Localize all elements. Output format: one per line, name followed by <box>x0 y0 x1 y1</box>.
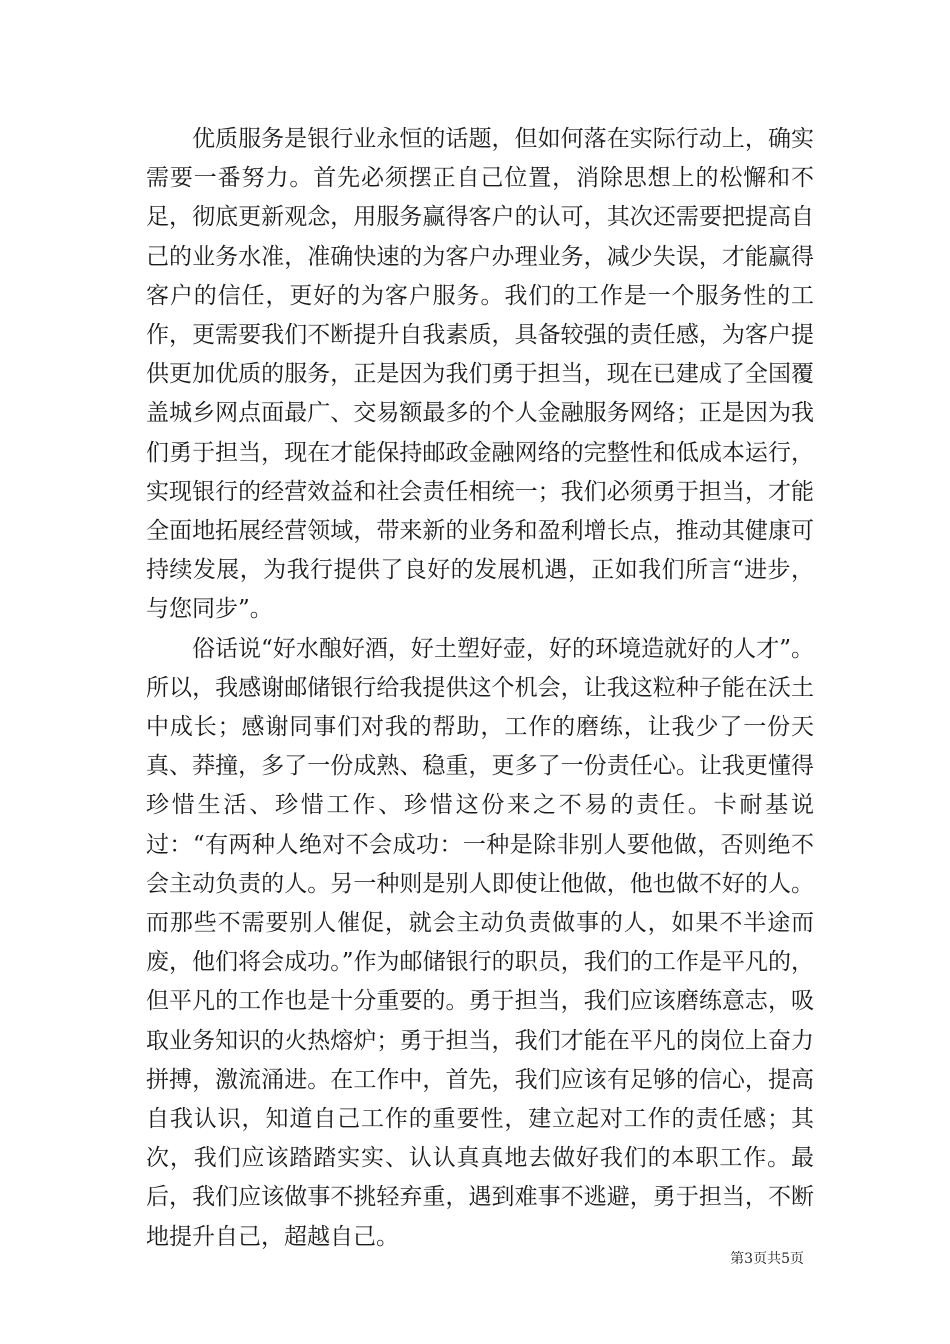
paragraph-1: 优质服务是银行业永恒的话题，但如何落在实际行动上，确实需要一番努力。首先必须摆正自己位置，消除思想上的松懈和不足，彻底更新观念，用服务赢得客户的认可，其次还需要把提高自己的业务水准，准确快速的为客户办理业务，减少失误，才能赢得客户的信任，更好的为客户服务。我们的工作是一个服务性的工作，更需要我们不断提升自我素质，具备较强的责任感，为客户提供更加优质的服务，正是因为我们勇于担当，现在已建成了全国覆盖城乡网点面最广、交易额最多的个人金融服务网络；正是因为我们勇于担当，现在才能保持邮政金融网络的完整性和低成本运行，实现银行的经营效益和社会责任相统一；我们必须勇于担当，才能全面地拓展经营领域，带来新的业务和盈利增长点，推动其健康可持续发展，为我行提供了良好的发展机遇，正如我们所言“进步，与您同步”。 <box>146 126 814 623</box>
page-number-footer: 第3页共5页 <box>730 1251 804 1267</box>
paragraph-2: 俗话说“好水酿好酒，好土塑好壶，好的环境造就好的人才”。所以，我感谢邮储银行给我提供这个机会，让我这粒种子能在沃土中成长；感谢同事们对我的帮助，工作的磨练，让我少了一份天真、莽撞，多了一份成熟、稳重，更多了一份责任心。让我更懂得珍惜生活、珍惜工作、珍惜这份来之不易的责任。卡耐基说过：“有两种人绝对不会成功：一种是除非别人要他做，否则绝不会主动负责的人。另一种则是别人即使让他做，他也做不好的人。而那些不需要别人催促，就会主动负责做事的人，如果不半途而废，他们将会成功。”作为邮储银行的职员，我们的工作是平凡的，但平凡的工作也是十分重要的。勇于担当，我们应该磨练意志，吸取业务知识的火热熔炉；勇于担当，我们才能在平凡的岗位上奋力拼搏，激流涌进。在工作中，首先，我们应该有足够的信心，提高自我认识，知道自己工作的重要性，建立起对工作的责任感；其次，我们应该踏踏实实、认认真真地去做好我们的本职工作。最后，我们应该做事不挑轻弃重，遇到难事不逃避，勇于担当，不断地提升自己，超越自己。 <box>146 635 814 1250</box>
body-text <box>146 120 814 1257</box>
